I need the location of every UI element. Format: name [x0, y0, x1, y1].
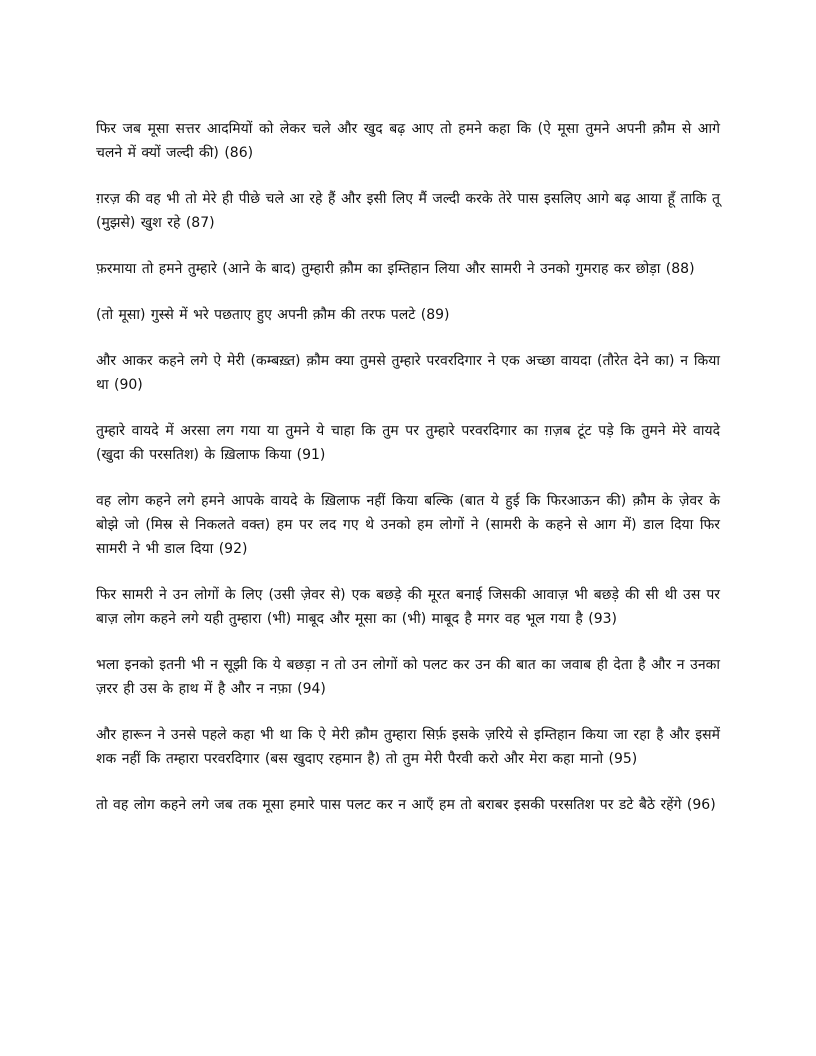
verse-87: ग़रज़ की वह भी तो मेरे ही पीछे चले आ रहे हैं और इसी लिए मैं जल्दी करके तेरे पास इसलिए आगे बढ़ आया हूँ ताकि तू (मुझसे) खुश रहे (87): [96, 191, 720, 231]
verse-list: [96, 117, 720, 839]
verse-91: तुम्हारे वायदे में अरसा लग गया या तुमने ये चाहा कि तुम पर तुम्हारे परवरदिगार का ग़ज़ब टूंट पड़े कि तुमने मेरे वायदे (खुदा की परसतिश) के ख़िलाफ किया (91): [96, 423, 720, 463]
verse-89: (तो मूसा) गुस्से में भरे पछताए हुए अपनी क़ौम की तरफ पलटे (89): [96, 307, 450, 323]
verse-88: फ़रमाया तो हमने तुम्हारे (आने के बाद) तुम्हारी क़ौम का इम्तिहान लिया और सामरी ने उनको गुमराह कर छोड़ा (88): [96, 261, 695, 277]
verse-86: फिर जब मूसा सत्तर आदमियों को लेकर चले और खुद बढ़ आए तो हमने कहा कि (ऐ मूसा तुमने अपनी क़ौम से आगे चलने में क्यों जल्दी की) (86): [96, 121, 720, 161]
verse-95: और हारून ने उनसे पहले कहा भी था कि ऐ मेरी क़ौम तुम्हारा सिर्फ़ इसके ज़रिये से इम्तिहान किया जा रहा है और इसमें शक नहीं कि तम्हारा परवरदिगार (बस खुदाए रहमान है) तो तुम मेरी पैरवी करो और मेरा कहा मानो (95): [96, 727, 720, 767]
verse-93: फिर सामरी ने उन लोगों के लिए (उसी ज़ेवर से) एक बछड़े की मूरत बनाई जिसकी आवाज़ भी बछड़े की सी थी उस पर बाज़ लोग कहने लगे यही तुम्हारा (भी) माबूद और मूसा का (भी) माबूद है मगर वह भूल गया है (93): [96, 587, 720, 627]
verse-94: भला इनको इतनी भी न सूझी कि ये बछड़ा न तो उन लोगों को पलट कर उन की बात का जवाब ही देता है और न उनका ज़रर ही उस के हाथ में है और न नफ़ा (94): [96, 657, 720, 697]
verse-96: तो वह लोग कहने लगे जब तक मूसा हमारे पास पलट कर न आएँ हम तो बराबर इसकी परसतिश पर डटे बैठे रहेंगे (96): [96, 797, 716, 813]
verse-90: और आकर कहने लगे ऐ मेरी (कम्बख़्त) क़ौम क्या तुमसे तुम्हारे परवरदिगार ने एक अच्छा वायदा (तौरेत देने का) न किया था (90): [96, 353, 720, 393]
verse-92: वह लोग कहने लगे हमने आपके वायदे के ख़िलाफ नहीं किया बल्कि (बात ये हुई कि फिरआऊन की) क़ौम के ज़ेवर के बोझे जो (मिस्र से निकलते वक्त) हम पर लद गए थे उनको हम लोगों ने (सामरी के कहने से आग में) डाल दिया फिर सामरी ने भी डाल दिया (92): [96, 493, 720, 557]
